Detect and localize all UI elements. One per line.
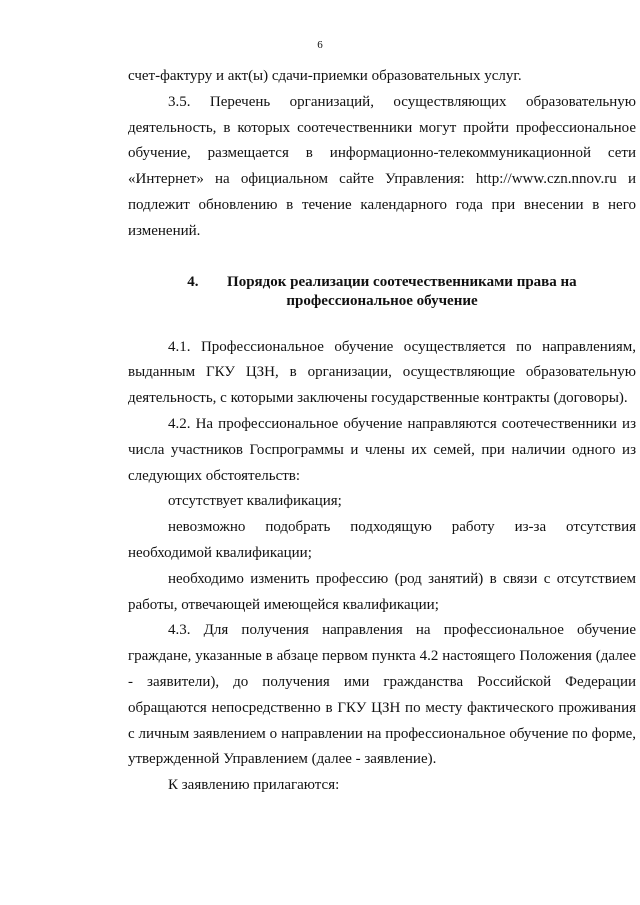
list-item-no-suitable-work: невозможно подобрать подходящую работу из-за отсутствия необходимой квалификации; — [128, 519, 636, 561]
list-item-no-qualification: отсутствует квалификация; — [168, 493, 342, 510]
page-number: 6 — [317, 39, 323, 51]
section-title-line-2: профессиональное обучение — [286, 292, 478, 309]
section-title-line-1: Порядок реализации соотечественниками права на — [227, 273, 577, 290]
paragraph-invoice: счет-фактуру и акт(ы) сдачи-приемки образовательных услуг. — [128, 68, 522, 84]
page-content — [128, 64, 636, 799]
paragraph-4-3: 4.3. Для получения направления на профессиональное обучение граждане, указанные в абзаце первом пункта 4.2 настоящего Положения (далее - заявители), до получения ими гражданства Российской Федерации обращаются непосредственно в ГКУ ЦЗН по месту фактического проживания с личным заявлением о направлении на профессиональное обучение по форме, утвержденной Управлением (далее - заявление). — [128, 622, 636, 768]
section-number: 4. — [187, 273, 199, 290]
section-4-heading — [128, 273, 636, 311]
list-item-change-profession: необходимо изменить профессию (род занятий) в связи с отсутствием работы, отвечающей имеющейся квалификации; — [128, 570, 636, 613]
paragraph-4-1: 4.1. Профессиональное обучение осуществляется по направлениям, выданным ГКУ ЦЗН, в организации, осуществляющие образовательную деятельность, с которыми заключены государственные контракты (договоры). — [128, 338, 636, 407]
paragraph-attachments: К заявлению прилагаются: — [168, 777, 340, 794]
paragraph-4-2: 4.2. На профессиональное обучение направляются соотечественники из числа участников Госпрограммы и члены их семей, при наличии одного из следующих обстоятельств: — [128, 415, 636, 484]
paragraph-3-5: 3.5. Перечень организаций, осуществляющих образовательную деятельность, в которых соотечественники могут пройти профессиональное обучение, размещается в информационно-телекоммуникационной сети «Интернет» на официальном сайте Управления: http://www.czn.nnov.ru и подлежит обновлению в течение календарного года при внесении в него изменений. — [128, 93, 636, 239]
